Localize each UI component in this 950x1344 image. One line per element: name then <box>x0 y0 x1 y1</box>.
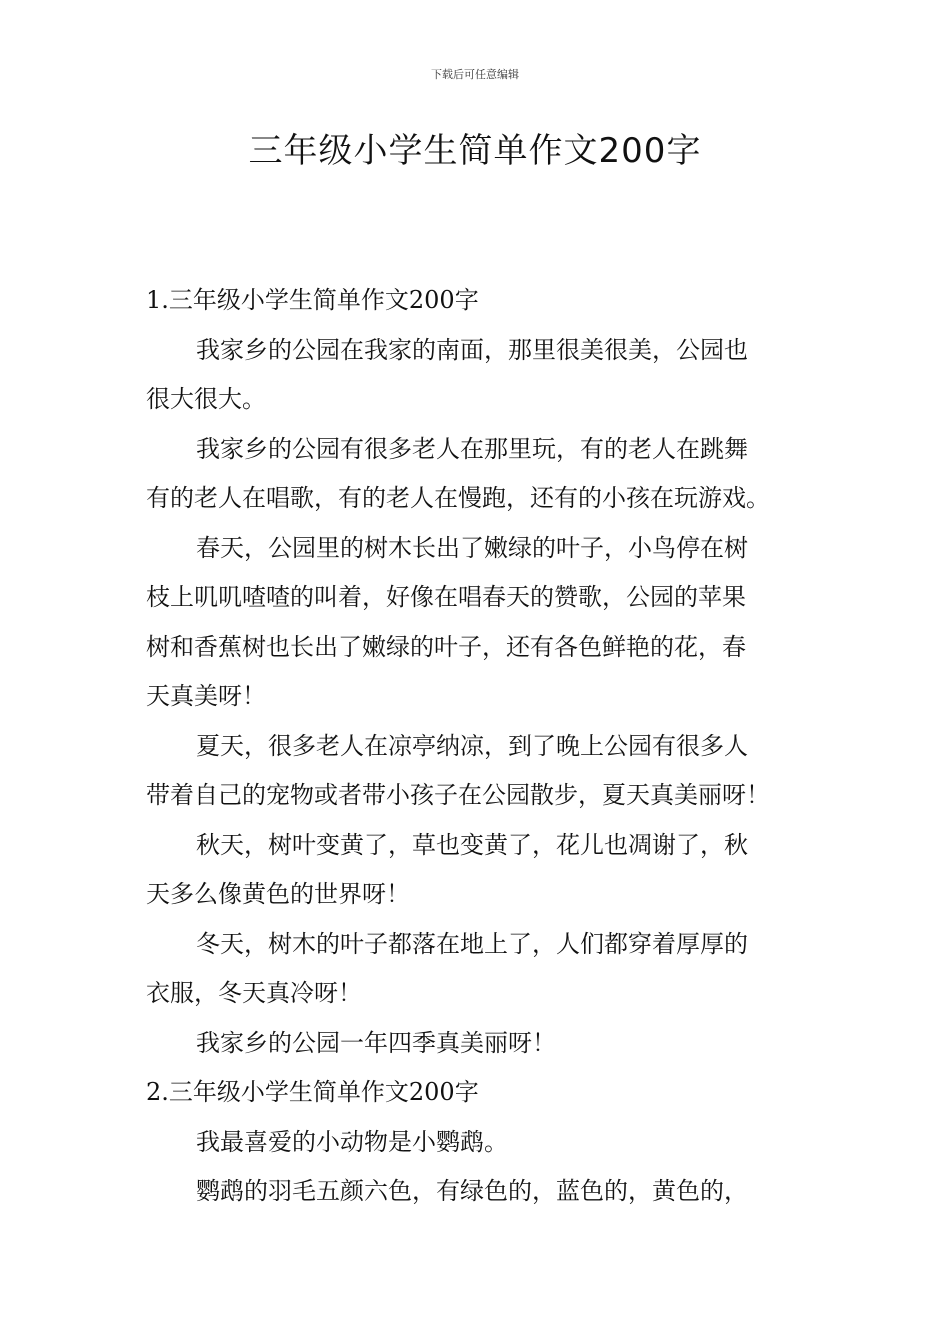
text-line: 带着自己的宠物或者带小孩子在公园散步，夏天真美丽呀！ <box>146 781 770 809</box>
text-line: 我家乡的公园有很多老人在那里玩，有的老人在跳舞 <box>196 434 748 463</box>
text-line: 我家乡的公园在我家的南面，那里很美很美，公园也 <box>196 335 748 364</box>
text-line: 枝上叽叽喳喳的叫着，好像在唱春天的赞歌，公园的苹果 <box>146 583 746 611</box>
text-line: 春天，公园里的树木长出了嫩绿的叶子，小鸟停在树 <box>196 533 748 562</box>
header-note: 下载后可任意编辑 <box>431 68 519 81</box>
text-line: 我家乡的公园一年四季真美丽呀！ <box>196 1028 556 1057</box>
text-line: 我最喜爱的小动物是小鹦鹉。 <box>196 1127 508 1156</box>
text-line: 有的老人在唱歌，有的老人在慢跑，还有的小孩在玩游戏。 <box>146 484 770 512</box>
text-line: 鹦鹉的羽毛五颜六色，有绿色的，蓝色的，黄色的， <box>196 1177 748 1205</box>
text-line: 树和香蕉树也长出了嫩绿的叶子，还有各色鲜艳的花，春 <box>146 632 746 661</box>
text-line: 天多么像黄色的世界呀！ <box>146 880 410 908</box>
text-line: 冬天，树木的叶子都落在地上了，人们都穿着厚厚的 <box>196 929 748 958</box>
text-line: 2.三年级小学生简单作文200字 <box>146 1078 479 1106</box>
text-line: 1.三年级小学生简单作文200字 <box>146 286 479 314</box>
document-title: 三年级小学生简单作文200字 <box>248 131 702 171</box>
text-line: 秋天，树叶变黄了，草也变黄了，花儿也凋谢了，秋 <box>196 830 748 859</box>
text-line: 很大很大。 <box>146 385 266 413</box>
document-body <box>146 276 810 1217</box>
text-line: 衣服，冬天真冷呀！ <box>146 979 362 1007</box>
text-line: 天真美呀！ <box>146 682 266 710</box>
text-line: 夏天，很多老人在凉亭纳凉，到了晚上公园有很多人 <box>196 731 748 760</box>
